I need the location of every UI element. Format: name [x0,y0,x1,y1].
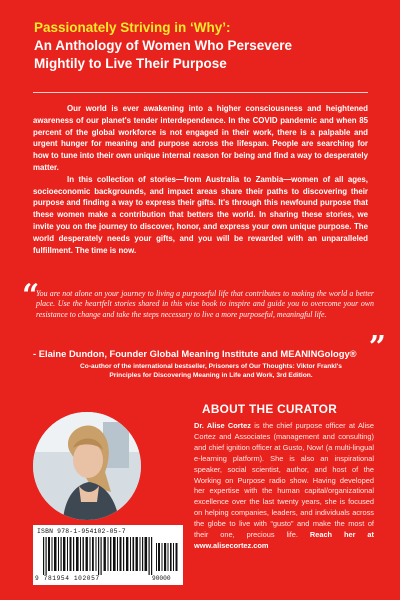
credentials-line-2: Principles for Discovering Meaning in Life and Work, 3rd Edition. [109,372,313,379]
curator-website: Reach her at www.alisecortez.com [194,530,374,550]
book-subtitle: Passionately Striving in ‘Why’: [34,20,231,35]
curator-bio-text: is the chief purpose officer at Alise Cortez and Associates (management and consulting) and chief ignition officer at Gusto, Now! (a multi-lingual e-learning platform). She is also an inspirational speaker, social scientist, author, and host of the Working on Purpose radio show. Having developed her expertise with the human capital/organizational excellence over the last twenty years, she is focused on helping companies, leaders, and individuals across the globe to live with “gusto” and make the most of their one, precious life. [194,421,374,540]
curator-bio [194,421,374,552]
close-quote-icon: ” [368,330,386,365]
header-divider [33,92,368,93]
description-paragraph-2: In this collection of stories—from Australia to Zambia—women of all ages, socioeconomic backgrounds, and impact areas share their paths to discovering their purpose and finding a way to express their gifts. It's through this newfound purpose that these women make a contribution that betters the world. In sharing these stories, we invite you on the journey to discover, honor, and express your own unique purpose. The world desperately needs your gifts, and you will be rewarded with an unparalleled fulfillment. The time is now. [33,174,368,255]
cover-header [34,19,374,73]
curator-name: Dr. Alise Cortez [194,421,251,430]
curator-photo [33,412,141,520]
book-title-line-1: An Anthology of Women Who Persevere [34,38,293,53]
testimonial-attribution: - Elaine Dundon, Founder Global Meaning Institute and MEANINGology® [33,348,357,359]
book-title-line-2: Mightily to Live Their Purpose [34,56,227,71]
testimonial-credentials [51,362,371,380]
isbn-barcode [33,525,183,585]
open-quote-icon: “ [22,278,40,313]
credentials-line-1: Co-author of the international bestseller, Prisoners of Our Thoughts: Viktor Frankl's [80,363,342,370]
ean-number: 9 781954 102057 [35,575,100,582]
book-description [33,103,368,256]
isbn-number: ISBN 978-1-954102-05-7 [37,528,126,535]
testimonial-quote: You are not alone on your journey to living a purposeful life that contributes to making the world a better place. Use the heartfelt stories shared in this wise book to inspire and guide you to overcome your own resistance to change and take the steps necessary to live a more purposeful, meaningful life. [36,289,374,319]
barcode-bars-icon [37,537,179,575]
curator-portrait-image [33,412,141,520]
description-paragraph-1: Our world is ever awakening into a higher consciousness and heightened awareness of our planet's tender interdependence. In the COVID pandemic and when 85 percent of the global workforce is not engaged in their work, there is a palpable and urgent hunger for meaning and purpose across the lifespan. People are searching for how to tune into their own unique internal reason for being and find a way to desperately matter. [33,104,368,172]
about-curator-heading: ABOUT THE CURATOR [202,402,338,416]
price-code: 90000 [152,575,171,582]
